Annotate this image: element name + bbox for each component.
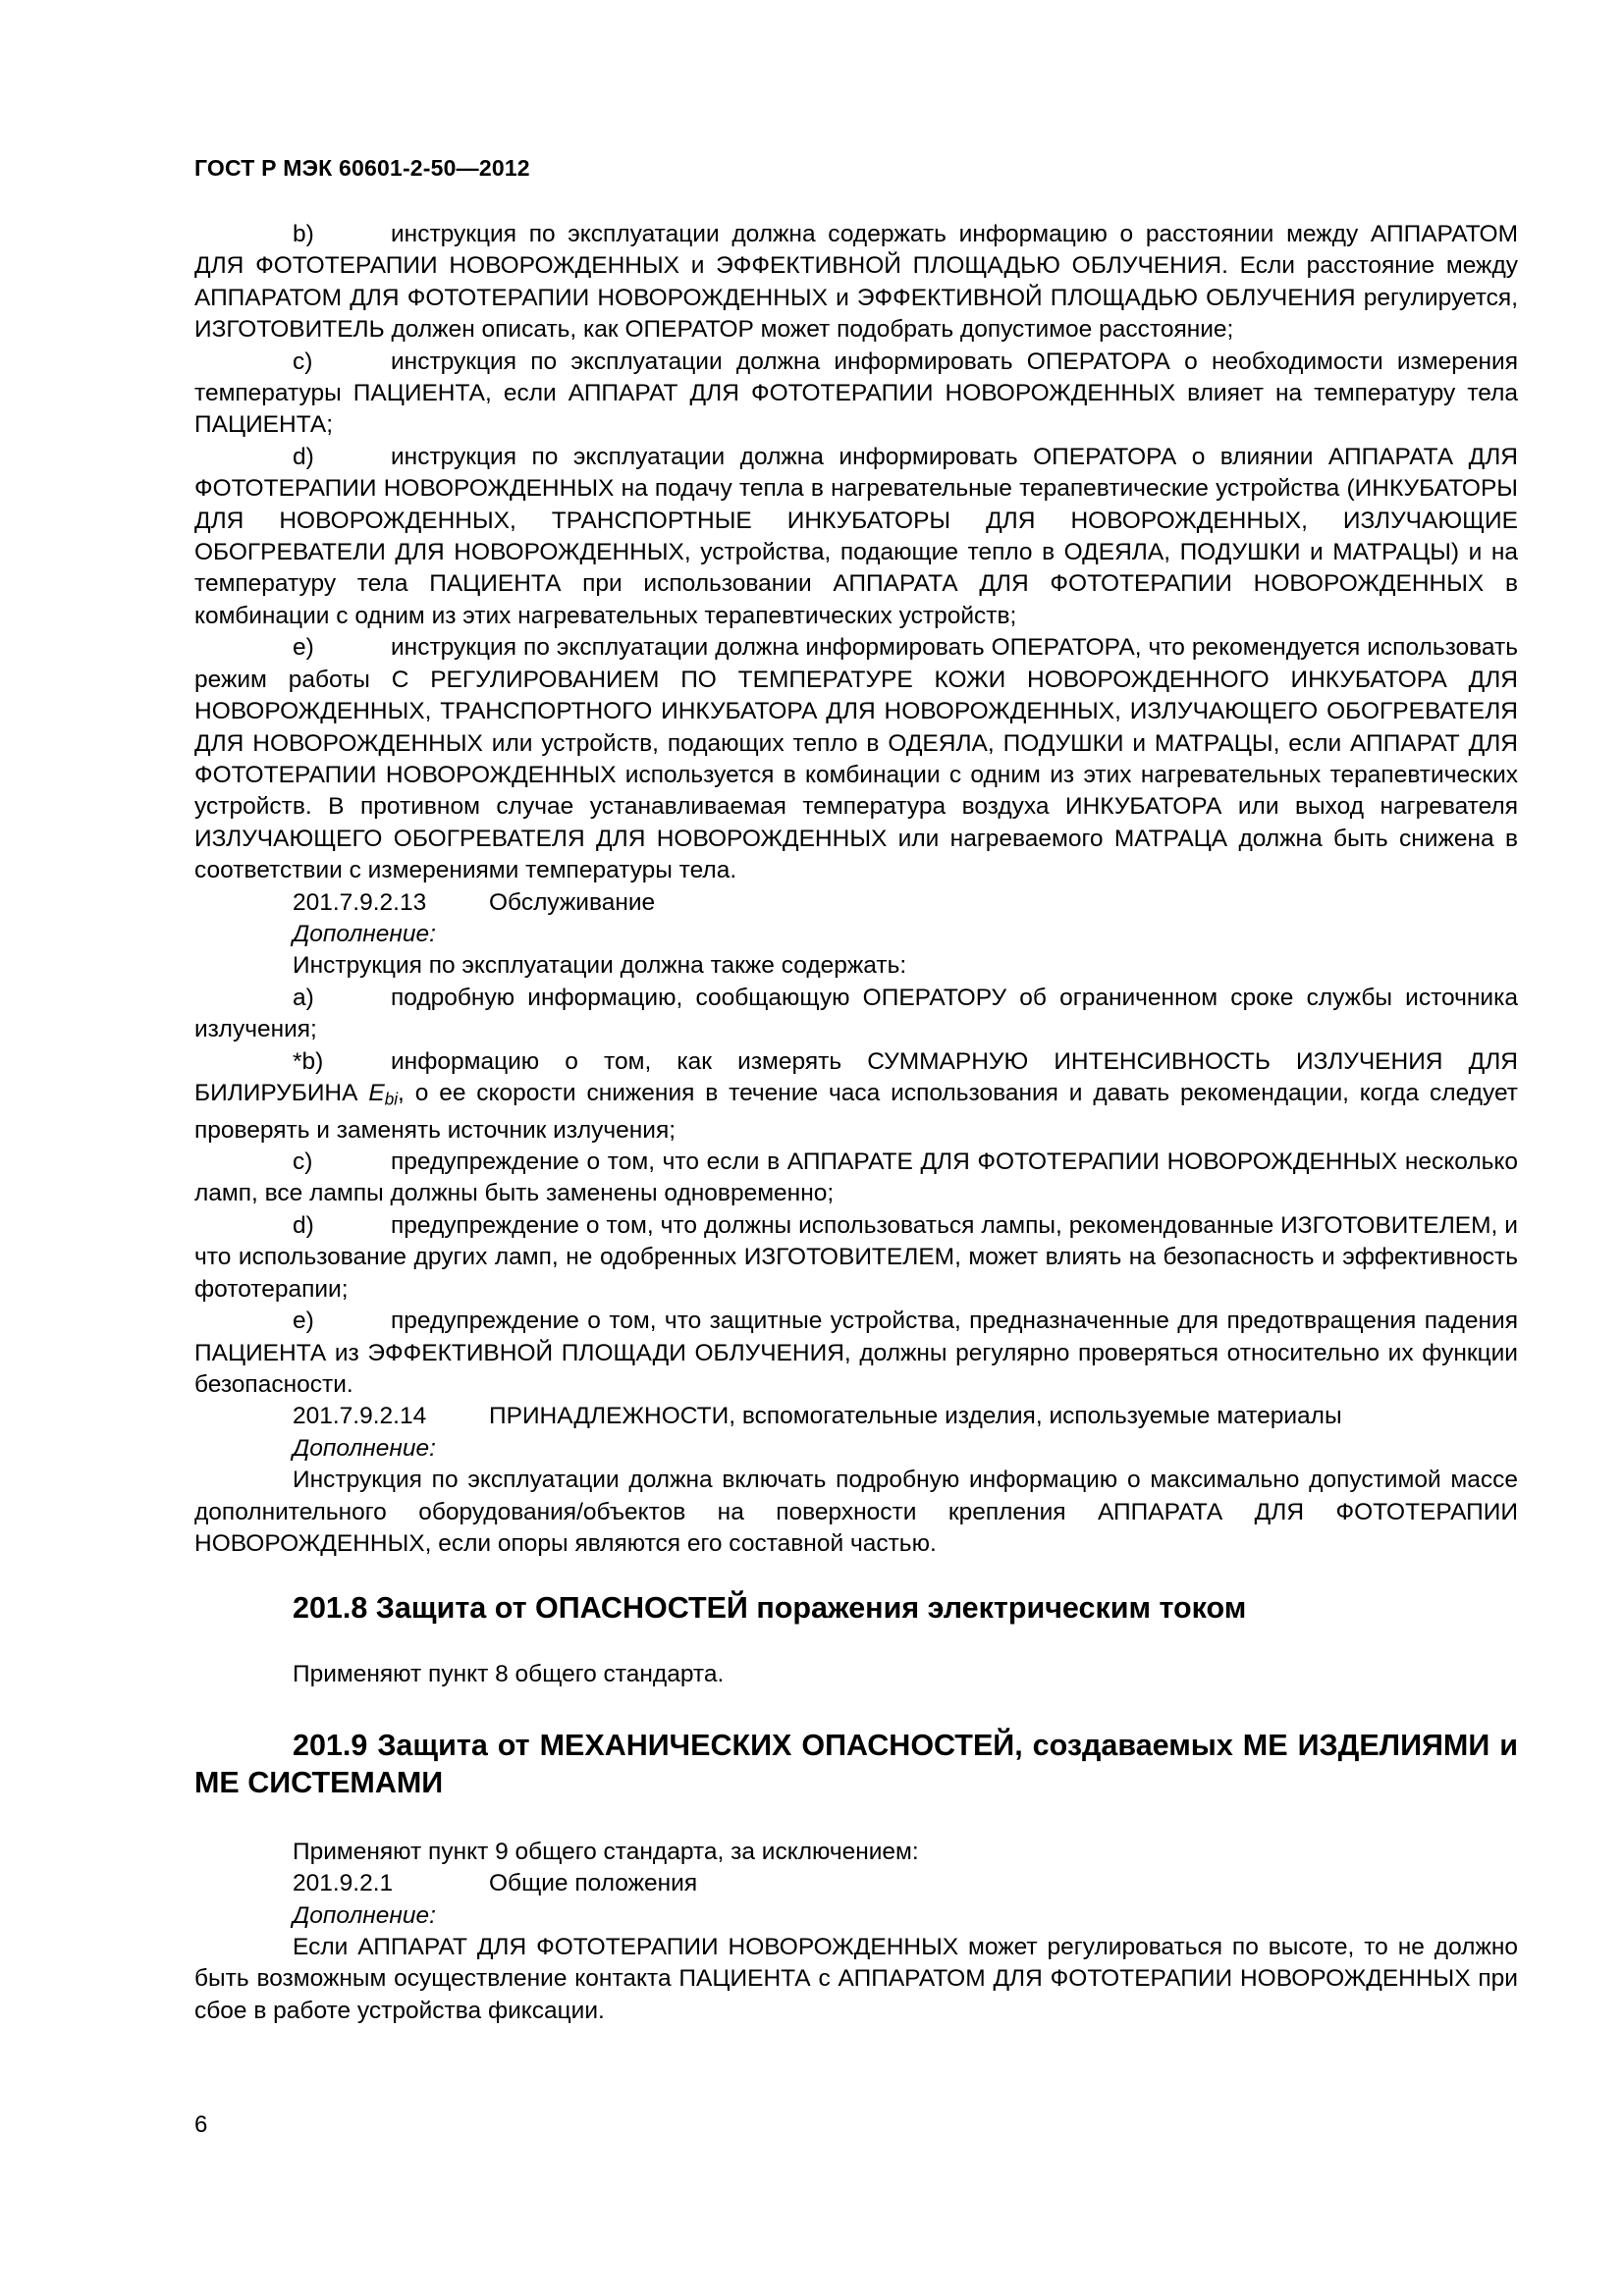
subsection-heading-201-7-9-2-13 [194, 887, 1518, 919]
item-text: инструкция по эксплуатации должна информировать ОПЕРАТОРА о необходимости измерения температуры ПАЦИЕНТА, если АППАРАТ ДЛЯ ФОТОТЕРАПИИ НОВОРОЖДЕННЫХ влияет на температуру тела ПАЦИЕНТА; [194, 347, 1518, 439]
intro-text: Инструкция по эксплуатации должна также содержать: [293, 952, 907, 980]
item-text: подробную информацию, сообщающую ОПЕРАТОРУ об ограниченном сроке службы источника излучения; [194, 984, 1518, 1043]
list-item-d [194, 442, 1518, 632]
list-item-c [194, 347, 1518, 442]
subsection-title: Обслуживание [489, 888, 656, 916]
subsection-title: ПРИНАДЛЕЖНОСТИ, вспомогательные изделия, используемые материалы [489, 1403, 1342, 1430]
subsection-number: 201.7.9.2.14 [293, 1403, 427, 1430]
item-label: *b) [293, 1047, 324, 1075]
item-label: d) [293, 443, 314, 470]
subsection-heading-201-7-9-2-14 [194, 1401, 1518, 1432]
item-text: инструкция по эксплуатации должна информировать ОПЕРАТОРА, что рекомендуется использовать режим работы С РЕГУЛИРОВАНИЕМ ПО ТЕМПЕРАТУРЕ КОЖИ НОВОРОЖДЕННОГО ИНКУБАТОРА ДЛЯ НОВОРОЖДЕННЫХ, ТРАНСПОРТНОГО ИНКУБАТОРА ДЛЯ НОВОРОЖДЕННЫХ, ИЗЛУЧАЮЩЕГО ОБОГРЕВАТЕЛЯ ДЛЯ НОВОРОЖДЕННЫХ или устройств, подающих тепло в ОДЕЯЛА, ПОДУШКИ и МАТРАЦЫ, если АППАРАТ ДЛЯ ФОТОТЕРАПИИ НОВОРОЖДЕННЫХ используется в комбинации с одним из этих нагревательных терапевтических устройств. В противном случае устанавливаемая температура воздуха ИНКУБАТОРА или выход нагревателя ИЗЛУЧАЮЩЕГО ОБОГРЕВАТЕЛЯ ДЛЯ НОВОРОЖДЕННЫХ или нагреваемого МАТРАЦА должна быть снижена в соответствии с измерениями температуры тела. [194, 634, 1518, 884]
subsection-heading-201-9-2-1 [194, 1868, 1518, 1899]
item-label: b) [293, 221, 314, 247]
item-text: информацию о том, как измерять СУММАРНУЮ ИНТЕНСИВНОСТЬ ИЗЛУЧЕНИЯ ДЛЯ БИЛИРУБИНА [194, 1047, 1518, 1106]
section-heading-201-8: 201.8 Защита от ОПАСНОСТЕЙ поражения электрическим током [293, 1591, 1247, 1626]
ebi-symbol: $E_{bi}$ [368, 1079, 399, 1109]
addition-note: Дополнение: [293, 1901, 436, 1929]
paragraph-text: Применяют пункт 9 общего стандарта, за исключением: [293, 1838, 919, 1865]
item-text: инструкция по эксплуатации должна содержать информацию о расстоянии между АППАРАТОМ ДЛЯ ФОТОТЕРАПИИ НОВОРОЖДЕННЫХ и ЭФФЕКТИВНОЙ ПЛОЩАДЬЮ ОБЛУЧЕНИЯ. Если расстояние между АППАРАТОМ ДЛЯ ФОТОТЕРАПИИ НОВОРОЖДЕННЫХ и ЭФФЕКТИВНОЙ ПЛОЩАДЬЮ ОБЛУЧЕНИЯ регулируется, ИЗГОТОВИТЕЛЬ должен описать, как ОПЕРАТОР может подобрать допустимое расстояние; [194, 221, 1518, 344]
item-text-cont: , о ее скорости снижения в течение часа использования и давать рекомендации, когда следует проверять и заменять источник излучения; [194, 1079, 1518, 1144]
item-text: предупреждение о том, что должны использоваться лампы, рекомендованные ИЗГОТОВИТЕЛЕМ, и что использование других ламп, не одобренных ИЗГОТОВИТЕЛЕМ, может влиять на безопасность и эффективность фототерапии; [194, 1211, 1518, 1303]
item-label: d) [293, 1211, 314, 1239]
section-heading-201-9: 201.9 Защита от МЕХАНИЧЕСКИХ ОПАСНОСТЕЙ, создаваемых МЕ ИЗДЕЛИЯМИ и МЕ СИСТЕМАМИ [194, 1728, 1518, 1799]
list-item-e [194, 632, 1518, 886]
item-text: предупреждение о том, что если в АППАРАТЕ ДЛЯ ФОТОТЕРАПИИ НОВОРОЖДЕННЫХ несколько ламп, все лампы должны быть заменены одновременно; [194, 1148, 1518, 1207]
paragraph-text: Если АППАРАТ ДЛЯ ФОТОТЕРАПИИ НОВОРОЖДЕННЫХ может регулироваться по высоте, то не должно быть возможным осуществление контакта ПАЦИЕНТА с АППАРАТОМ ДЛЯ ФОТОТЕРАПИИ НОВОРОЖДЕННЫХ при сбое в работе устройства фиксации. [194, 1933, 1518, 2024]
item-text: предупреждение о том, что защитные устройства, предназначенные для предотвращения падения ПАЦИЕНТА из ЭФФЕКТИВНОЙ ПЛОЩАДИ ОБЛУЧЕНИЯ, должны регулярно проверяться относительно их функции безопасности. [194, 1308, 1518, 1398]
list-item-b-star [194, 1046, 1518, 1148]
subsection-number: 201.7.9.2.13 [293, 888, 427, 916]
addition-note: Дополнение: [293, 1434, 436, 1462]
list-item-c2 [194, 1147, 1518, 1210]
list-item-b [194, 219, 1518, 347]
item-label: a) [293, 984, 314, 1011]
page-number: 6 [194, 2111, 208, 2138]
addition-note: Дополнение: [293, 920, 436, 947]
paragraph-text: Применяют пункт 8 общего стандарта. [293, 1661, 725, 1688]
item-label: c) [293, 1148, 313, 1176]
list-item-e2 [194, 1306, 1518, 1401]
list-item-d2 [194, 1210, 1518, 1306]
document-body [194, 219, 1518, 2027]
item-text: инструкция по эксплуатации должна информировать ОПЕРАТОРА о влиянии АППАРАТА ДЛЯ ФОТОТЕРАПИИ НОВОРОЖДЕННЫХ на подачу тепла в нагревательные терапевтические устройства (ИНКУБАТОРЫ ДЛЯ НОВОРОЖДЕННЫХ, ТРАНСПОРТНЫЕ ИНКУБАТОРЫ ДЛЯ НОВОРОЖДЕННЫХ, ИЗЛУЧАЮЩИЕ ОБОГРЕВАТЕЛИ ДЛЯ НОВОРОЖДЕННЫХ, устройства, подающие тепло в ОДЕЯЛА, ПОДУШКИ и МАТРАЦЫ) и на температуру тела ПАЦИЕНТА при использовании АППАРАТА ДЛЯ ФОТОТЕРАПИИ НОВОРОЖДЕННЫХ в комбинации с одним из этих нагревательных терапевтических устройств; [194, 443, 1518, 629]
item-label: e) [293, 1308, 314, 1335]
document-header: ГОСТ Р МЭК 60601-2-50—2012 [194, 155, 530, 181]
subsection-title: Общие положения [489, 1870, 698, 1897]
item-label: e) [293, 634, 314, 662]
subsection-number: 201.9.2.1 [293, 1870, 394, 1897]
item-label: c) [293, 347, 313, 375]
list-item-a [194, 983, 1518, 1046]
paragraph-text: Инструкция по эксплуатации должна включать подробную информацию о максимально допустимой массе дополнительного оборудования/объектов на поверхности крепления АППАРАТА ДЛЯ ФОТОТЕРАПИИ НОВОРОЖДЕННЫХ, если опоры являются его составной частью. [194, 1467, 1518, 1557]
